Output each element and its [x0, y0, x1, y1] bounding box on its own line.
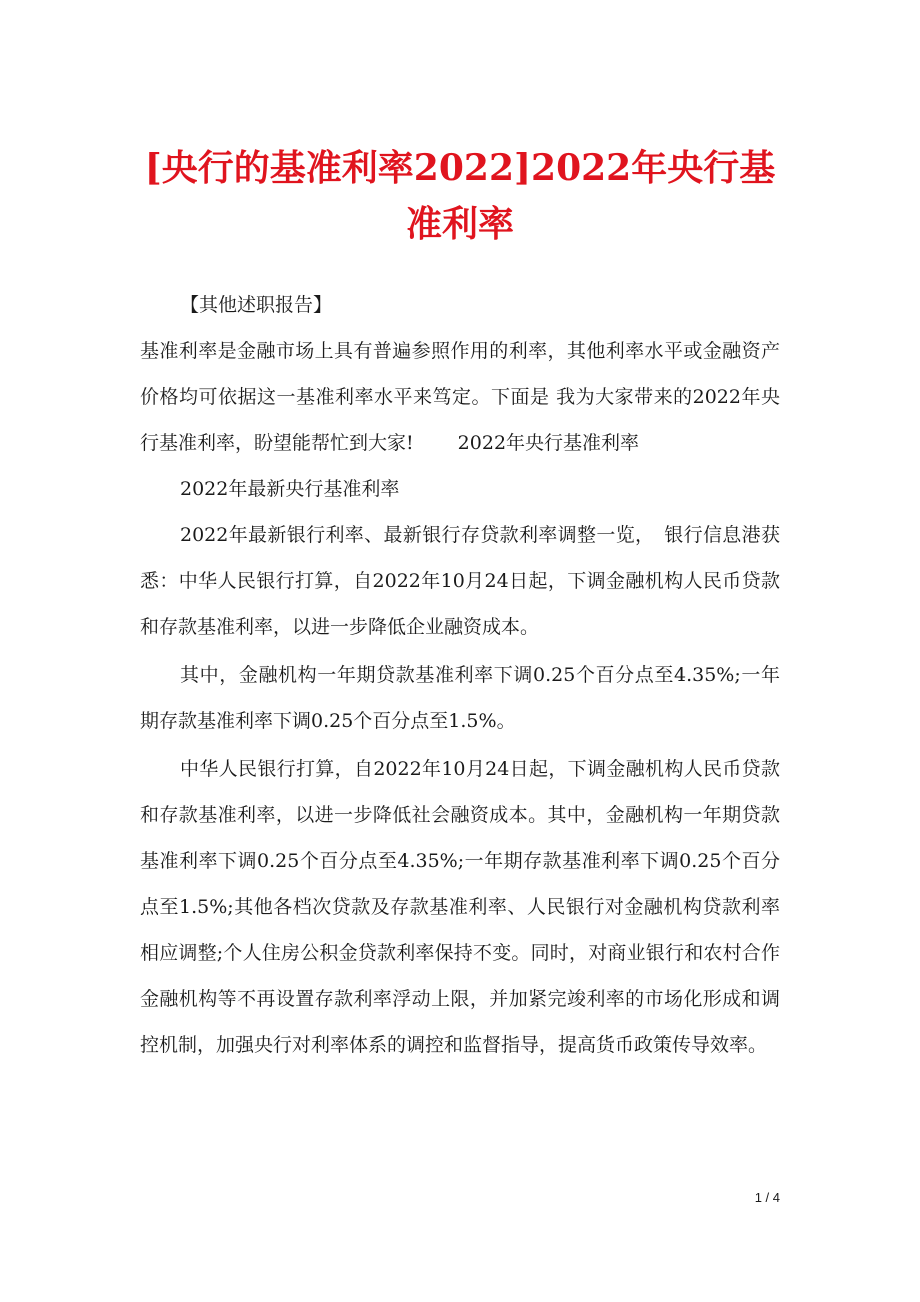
section-label: 【其他述职报告】	[180, 294, 333, 316]
paragraph-rate-details: 其中，金融机构一年期贷款基准利率下调0.25个百分点至4.35%;一年期存款基准利率下调0.25个百分点至1.5%。	[140, 664, 780, 732]
document-title: [央行的基准利率2022]2022年央行基准利率	[144, 147, 776, 245]
paragraph-subtitle: 2022年最新央行基准利率	[180, 478, 400, 500]
paragraph-adjustment-overview: 2022年最新银行利率、最新银行存贷款利率调整一览， 银行信息港获悉：中华人民银行打算，自2022年10月24日起，下调金融机构人民币贷款和存款基准利率，以进一步降低企业融资成本。	[140, 524, 780, 638]
paragraph-policy-details: 中华人民银行打算，自2022年10月24日起，下调金融机构人民币贷款和存款基准利率，以进一步降低社会融资成本。其中，金融机构一年期贷款基准利率下调0.25个百分点至4.35%;一年期存款基准利率下调0.25个百分点至1.5%;其他各档次贷款及存款基准利率、人民银行对金融机构贷款利率相应调整;个人住房公积金贷款利率保持不变。同时，对商业银行和农村合作金融机构等不再设置存款利率浮动上限，并加紧完竣利率的市场化形成和调控机制，加强央行对利率体系的调控和监督指导，提高货币政策传导效率。	[140, 758, 780, 1056]
paragraph-intro: 基准利率是金融市场上具有普遍参照作用的利率，其他利率水平或金融资产价格均可依据这一基准利率水平来笃定。下面是 我为大家带来的2022年央行基准利率，盼望能帮忙到大家! 2022年央行基准利率	[140, 340, 780, 454]
page-number: 1 / 4	[754, 1190, 780, 1205]
document-body	[140, 282, 780, 1068]
